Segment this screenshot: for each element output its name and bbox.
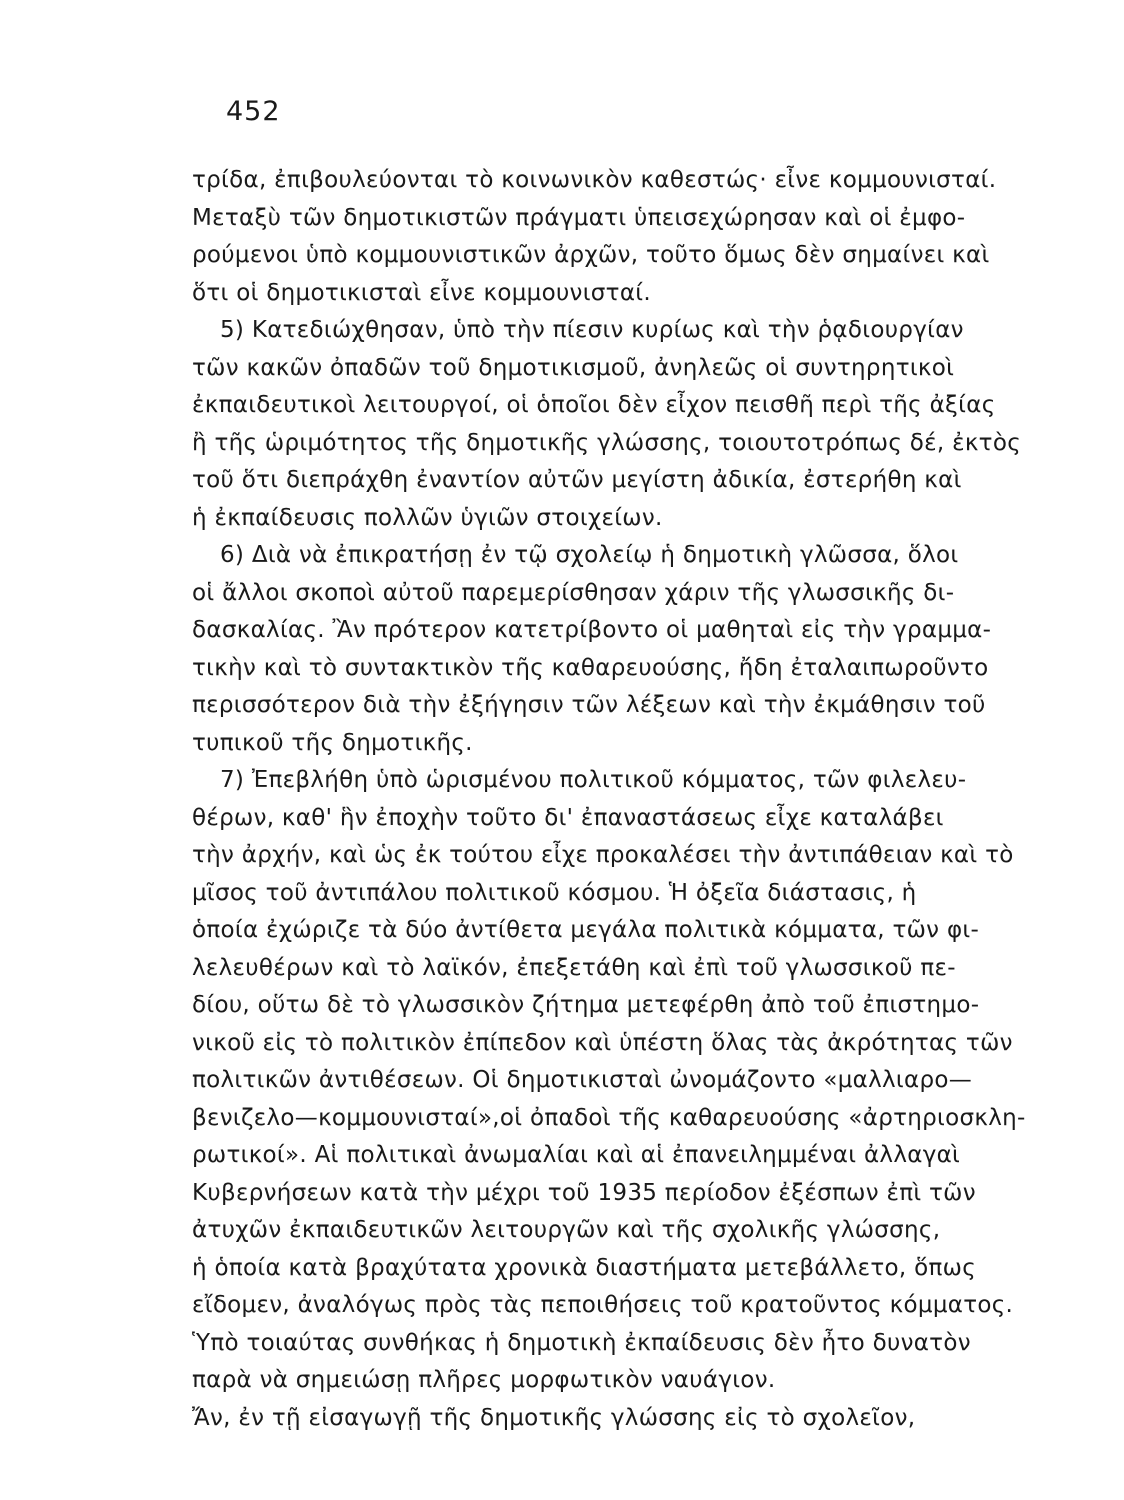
text-line: νικοῦ εἰς τὸ πολιτικὸν ἐπίπεδον καὶ ὑπέστη ὅλας τὰς ἀκρότητας τῶν <box>192 1029 1013 1056</box>
paragraph-continuation <box>192 162 1072 312</box>
text-line: Μεταξὺ τῶν δημοτικιστῶν πράγματι ὑπεισεχώρησαν καὶ οἱ ἐμφο- <box>192 204 966 231</box>
text-line: ὁποία ἐχώριζε τὰ δύο ἀντίθετα μεγάλα πολιτικὰ κόμματα, τῶν φι- <box>192 917 980 943</box>
paragraph-item-6 <box>192 537 1072 762</box>
text-line: περισσότερον διὰ τὴν ἐξήγησιν τῶν λέξεων καὶ τὴν ἐκμάθησιν τοῦ <box>192 692 986 718</box>
text-line: δίου, οὕτω δὲ τὸ γλωσσικὸν ζήτημα μετεφέρθη ἀπὸ τοῦ ἐπιστημο- <box>192 992 980 1018</box>
paragraph-item-7 <box>192 762 1072 1400</box>
text-line: ρούμενοι ὑπὸ κομμουνιστικῶν ἀρχῶν, τοῦτο ὅμως δὲν σημαίνει καὶ <box>192 242 990 268</box>
text-line: εἴδομεν, ἀναλόγως πρὸς τὰς πεποιθήσεις τοῦ κρατοῦντος κόμματος. <box>192 1292 1014 1318</box>
text-line: ἢ τῆς ὡριμότητος τῆς δημοτικῆς γλώσσης, τοιουτοτρόπως δέ, ἐκτὸς <box>192 429 1021 456</box>
text-line: 5) Κατεδιώχθησαν, ὑπὸ τὴν πίεσιν κυρίως καὶ τὴν ῥᾳδιουργίαν <box>220 317 964 343</box>
text-line: οἱ ἄλλοι σκοποὶ αὐτοῦ παρεμερίσθησαν χάριν τῆς γλωσσικῆς δι- <box>192 579 955 606</box>
text-line: θέρων, καθ' ἣν ἐποχὴν τοῦτο δι' ἐπαναστάσεως εἶχε καταλάβει <box>192 804 944 831</box>
text-line: 6) Διὰ νὰ ἐπικρατήσῃ ἐν τῷ σχολείῳ ἡ δημοτικὴ γλῶσσα, ὅλοι <box>220 542 959 568</box>
text-line: Κυβερνήσεων κατὰ τὴν μέχρι τοῦ 1935 περίοδον ἐξέσπων ἐπὶ τῶν <box>192 1179 976 1206</box>
body-text <box>192 162 1072 1437</box>
text-line: παρὰ νὰ σημειώσῃ πλῆρες μορφωτικὸν ναυάγιον. <box>192 1367 776 1393</box>
text-line: ἡ ὁποία κατὰ βραχύτατα χρονικὰ διαστήματα μετεβάλλετο, ὅπως <box>192 1254 977 1281</box>
page-number: 452 <box>226 96 281 127</box>
text-line: τὴν ἀρχήν, καὶ ὡς ἐκ τούτου εἶχε προκαλέσει τὴν ἀντιπάθειαν καὶ τὸ <box>192 842 1014 868</box>
paragraph-closing <box>192 1400 1072 1438</box>
text-line: τικὴν καὶ τὸ συντακτικὸν τῆς καθαρευούσης, ἤδη ἐταλαιπωροῦντο <box>192 654 989 681</box>
text-line: ἀτυχῶν ἐκπαιδευτικῶν λειτουργῶν καὶ τῆς σχολικῆς γλώσσης, <box>192 1217 941 1243</box>
text-line: ὅτι οἱ δημοτικισταὶ εἶνε κομμουνισταί. <box>192 279 651 306</box>
text-line: βενιζελο—κομμουνισταί»,οἱ ὀπαδοὶ τῆς καθαρευούσης «ἀρτηριοσκλη- <box>192 1104 1026 1131</box>
text-line: ἡ ἐκπαίδευσις πολλῶν ὑγιῶν στοιχείων. <box>192 504 663 531</box>
text-line: ρωτικοί». Αἱ πολιτικαὶ ἀνωμαλίαι καὶ αἱ ἐπανειλημμέναι ἀλλαγαὶ <box>192 1142 961 1168</box>
text-line: ἐκπαιδευτικοὶ λειτουργοί, οἱ ὁποῖοι δὲν εἶχον πεισθῆ περὶ τῆς ἀξίας <box>192 392 996 418</box>
text-line: Ὑπὸ τοιαύτας συνθήκας ἡ δημοτικὴ ἐκπαίδευσις δὲν ἦτο δυνατὸν <box>192 1329 971 1356</box>
text-line: τοῦ ὅτι διεπράχθη ἐναντίον αὐτῶν μεγίστη ἀδικία, ἐστερήθη καὶ <box>192 467 962 493</box>
text-line: μῖσος τοῦ ἀντιπάλου πολιτικοῦ κόσμου. Ἡ ὀξεῖα διάστασις, ἡ <box>192 879 917 906</box>
text-line: 7) Ἐπεβλήθη ὑπὸ ὡρισμένου πολιτικοῦ κόμματος, τῶν φιλελευ- <box>220 767 967 793</box>
text-line: Ἄν, ἐν τῇ εἰσαγωγῇ τῆς δημοτικῆς γλώσσης εἰς τὸ σχολεῖον, <box>192 1404 916 1431</box>
text-line: δασκαλίας. Ἂν πρότερον κατετρίβοντο οἱ μαθηταὶ εἰς τὴν γραμμα- <box>192 617 992 643</box>
text-line: τρίδα, ἐπιβουλεύονται τὸ κοινωνικὸν καθεστώς· εἶνε κομμουνισταί. <box>192 167 997 193</box>
text-line: τῶν κακῶν ὀπαδῶν τοῦ δημοτικισμοῦ, ἀνηλεῶς οἱ συντηρητικοὶ <box>192 354 955 381</box>
text-line: πολιτικῶν ἀντιθέσεων. Οἱ δημοτικισταὶ ὠνομάζοντο «μαλλιαρο— <box>192 1067 973 1093</box>
text-line: τυπικοῦ τῆς δημοτικῆς. <box>192 729 473 756</box>
paragraph-item-5 <box>192 312 1072 537</box>
text-line: λελευθέρων καὶ τὸ λαϊκόν, ἐπεξετάθη καὶ ἐπὶ τοῦ γλωσσικοῦ πε- <box>192 954 956 981</box>
